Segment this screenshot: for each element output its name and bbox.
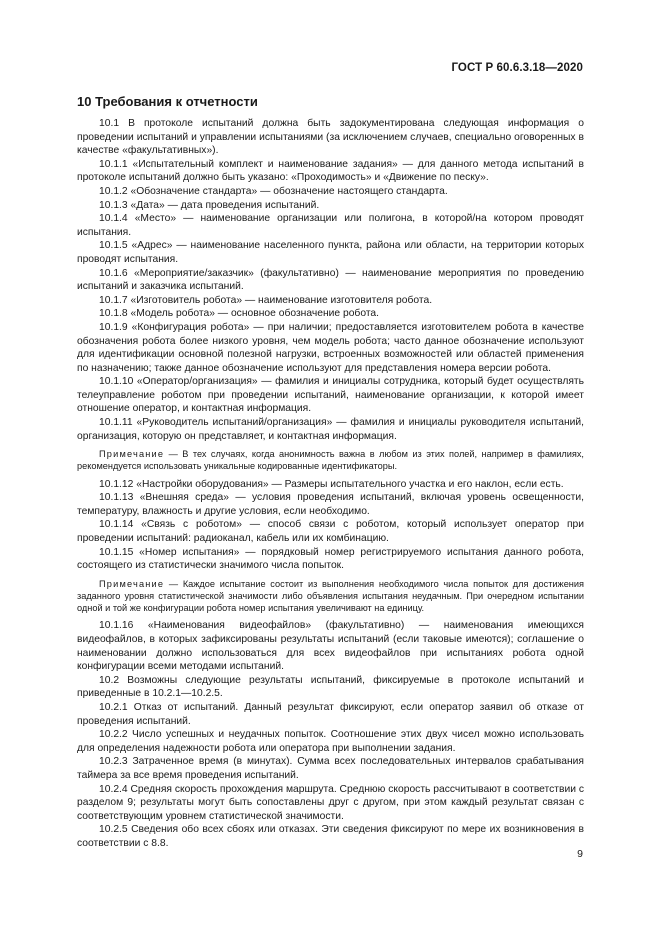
paragraph-10-1-10: 10.1.10 «Оператор/организация» — фамилия и инициалы сотрудника, который будет осуществлять телеуправление роботом при проведении испытаний, наименование организации, к которой имеет отношение оператор, и контактная информация.: [77, 376, 584, 415]
paragraph-10-1-3: 10.1.3 «Дата» — дата проведения испытаний.: [99, 199, 320, 211]
note-label: Примечание: [99, 578, 165, 589]
paragraph-10-1-13: 10.1.13 «Внешняя среда» — условия проведения испытаний, включая уровень освещенности, температуру, влажность и другие условия, если необходимо.: [77, 492, 584, 517]
paragraph-10-1-6: 10.1.6 «Мероприятие/заказчик» (факультативно) — наименование мероприятия по проведению испытаний и заказчика испытаний.: [77, 267, 584, 293]
document-body: [77, 117, 584, 851]
paragraph-10-1-16: 10.1.16 «Наименования видеофайлов» (факультативно) — наименования имеющихся видеофайлов, в которых зафиксированы результаты испытаний (если таковые имеются); соглашение о наименовании должно использоваться для всех видеофайлов при испытаниях робота одной конфигурации всеми методами испытаний.: [77, 620, 584, 673]
paragraph-10-1-7: 10.1.7 «Изготовитель робота» — наименование изготовителя робота.: [99, 294, 433, 306]
note-text: — В тех случаях, когда анонимность важна в любом из этих полей, например в фамилиях, рекомендуется использовать уникальные кодированные идентификаторы.: [77, 449, 584, 472]
paragraph-10-2-1: 10.2.1 Отказ от испытаний. Данный результат фиксируют, если оператор заявил об отказе от проведения испытаний.: [77, 701, 584, 727]
section-title: 10 Требования к отчетности: [77, 94, 258, 109]
note-2: [77, 578, 584, 615]
document-code-header: ГОСТ Р 60.6.3.18—2020: [451, 62, 583, 74]
paragraph-10-1-4: 10.1.4 «Место» — наименование организации или полигона, в которой/на котором проводят испытания.: [77, 213, 584, 238]
paragraph-10-2-4: 10.2.4 Средняя скорость прохождения маршрута. Среднюю скорость рассчитывают в соответствии с разделом 9; результаты могут быть сопоставлены друг с другом, при этом каждый результат связан с соответствующим уровнем статистической значимости.: [77, 783, 585, 822]
paragraph-10-2-5: 10.2.5 Сведения обо всех сбоях или отказах. Эти сведения фиксируют по мере их возникновения в соответствии с 8.8.: [77, 824, 584, 849]
paragraph-10-1-12: 10.1.12 «Настройки оборудования» — Размеры испытательного участка и его наклон, если есть.: [99, 478, 564, 490]
note-1: [77, 448, 584, 472]
paragraph-10-1-5: 10.1.5 «Адрес» — наименование населенного пункта, района или области, на территории которых проводят испытания.: [77, 240, 584, 265]
page-number: 9: [577, 848, 583, 860]
paragraph-10-1-8: 10.1.8 «Модель робота» — основное обозначение робота.: [99, 308, 380, 320]
note-label: Примечание: [99, 449, 165, 460]
paragraph-10-1: 10.1 В протоколе испытаний должна быть задокументирована следующая информация о проведении испытаний и управлении испытаниями (за исключением случаев, специально оговоренных в качестве «факультативных»).: [77, 118, 584, 157]
paragraph-10-1-1: 10.1.1 «Испытательный комплект и наименование задания» — для данного метода испытаний в протоколе испытаний должно быть указано: «Проходимость» и «Движение по песку».: [77, 158, 584, 184]
paragraph-10-1-2: 10.1.2 «Обозначение стандарта» — обозначение настоящего стандарта.: [99, 185, 448, 197]
paragraph-10-2-2: 10.2.2 Число успешных и неудачных попыток. Соотношение этих двух чисел можно использовать для определения надежности робота или оператора при выполнении задания.: [77, 729, 584, 754]
paragraph-10-1-11: 10.1.11 «Руководитель испытаний/организация» — фамилия и инициалы руководителя испытаний, организация, которую он представляет, и контактная информация.: [77, 417, 584, 442]
paragraph-10-1-14: 10.1.14 «Связь с роботом» — способ связи с роботом, который использует оператор при проведении испытаний: радиоканал, кабель или их комбинацию.: [77, 519, 584, 545]
paragraph-10-2: 10.2 Возможны следующие результаты испытаний, фиксируемые в протоколе испытаний и приведенные в 10.2.1—10.2.5.: [77, 674, 584, 700]
paragraph-10-1-9: 10.1.9 «Конфигурация робота» — при наличии; предоставляется изготовителем робота в качестве обозначения робота более низкого уровня, чем модель робота; часто данное обозначение используют для идентификации основной полезной нагрузки, встроенных возможностей или областей применения по назначению; также данное обозначение используют для представления номера версии робота.: [77, 321, 584, 374]
note-text: — Каждое испытание состоит из выполнения необходимого числа попыток для достижения заданного уровня статистической значимости либо объявления испытания неудачным. При очередном испытании одной и той же конфигурации робота номер испытания увеличивают на единицу.: [77, 578, 584, 614]
paragraph-10-2-3: 10.2.3 Затраченное время (в минутах). Сумма всех последовательных интервалов срабатывания таймера за все время проведения испытаний.: [77, 756, 584, 781]
paragraph-10-1-15: 10.1.15 «Номер испытания» — порядковый номер регистрируемого испытания данного робота, состоящего из статистически значимого числа попыток.: [77, 546, 584, 572]
